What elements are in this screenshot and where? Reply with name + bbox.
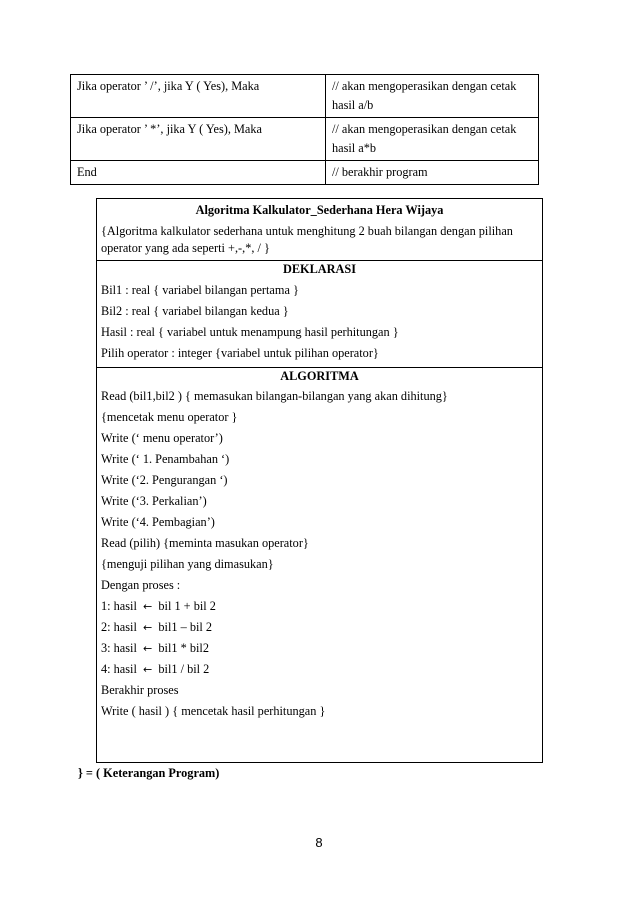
table-cell: // akan mengoperasikan dengan cetak hasil a/b xyxy=(326,75,539,118)
algorithm-line: Write (‘4. Pembagian’) xyxy=(101,515,215,529)
left-arrow-icon: ← xyxy=(143,663,153,676)
operation-line xyxy=(101,620,212,635)
operation-line xyxy=(101,662,209,677)
algorithm-line: Write ( hasil ) { mencetak hasil perhitungan } xyxy=(101,704,326,718)
algoritma-header: ALGORITMA xyxy=(280,369,359,383)
code-explanation-table xyxy=(70,74,539,185)
table-cell: // akan mengoperasikan dengan cetak hasil a*b xyxy=(326,118,539,161)
algorithm-line: Read (bil1,bil2 ) { memasukan bilangan-bilangan yang akan dihitung} xyxy=(101,389,448,403)
program-note: } = ( Keterangan Program) xyxy=(78,766,220,780)
algorithm-line: Dengan proses : xyxy=(101,578,181,592)
operation-prefix: 2: hasil xyxy=(101,620,137,634)
left-arrow-icon: ← xyxy=(143,642,153,655)
deklarasi-header: DEKLARASI xyxy=(282,262,357,276)
algorithm-title: Algoritma Kalkulator_Sederhana Hera Wijaya xyxy=(195,203,444,217)
operation-prefix: 1: hasil xyxy=(101,599,137,613)
operation-line xyxy=(101,599,216,614)
operation-prefix: 3: hasil xyxy=(101,641,137,655)
page-number: 8 xyxy=(315,835,323,850)
left-arrow-icon: ← xyxy=(143,621,153,634)
algorithm-line: {menguji pilihan yang dimasukan} xyxy=(101,557,274,571)
declaration-line: Bil1 : real { variabel bilangan pertama } xyxy=(101,283,299,297)
operation-expression: bil1 / bil 2 xyxy=(158,662,210,676)
algorithm-box xyxy=(96,198,543,763)
algorithm-description: {Algoritma kalkulator sederhana untuk menghitung 2 buah bilangan dengan pilihan operator yang ada seperti +,-,*, / } xyxy=(101,224,513,255)
algorithm-line: {mencetak menu operator } xyxy=(101,410,238,424)
section-divider xyxy=(97,260,542,261)
table-cell: Jika operator ’ *’, jika Y ( Yes), Maka xyxy=(71,118,326,161)
declaration-line: Bil2 : real { variabel bilangan kedua } xyxy=(101,304,289,318)
operation-expression: bil 1 + bil 2 xyxy=(158,599,216,613)
table-row xyxy=(71,118,539,161)
algorithm-line: Write (‘ menu operator’) xyxy=(101,431,223,445)
table-row xyxy=(71,75,539,118)
algorithm-line: Write (‘2. Pengurangan ‘) xyxy=(101,473,228,487)
declaration-line: Hasil : real { variabel untuk menampung hasil perhitungan } xyxy=(101,325,399,339)
algorithm-line: Berakhir proses xyxy=(101,683,179,697)
table-cell: Jika operator ’ /’, jika Y ( Yes), Maka xyxy=(71,75,326,118)
operation-expression: bil1 – bil 2 xyxy=(158,620,213,634)
operation-prefix: 4: hasil xyxy=(101,662,137,676)
table-cell: // berakhir program xyxy=(326,161,539,185)
algorithm-line: Write (‘ 1. Penambahan ‘) xyxy=(101,452,230,466)
operation-expression: bil1 * bil2 xyxy=(158,641,209,655)
section-divider xyxy=(97,367,542,368)
declaration-line: Pilih operator : integer {variabel untuk pilihan operator} xyxy=(101,346,379,360)
algorithm-line: Write (‘3. Perkalian’) xyxy=(101,494,207,508)
table-cell: End xyxy=(71,161,326,185)
table-row xyxy=(71,161,539,185)
left-arrow-icon: ← xyxy=(143,600,153,613)
operation-line xyxy=(101,641,209,656)
algorithm-line: Read (pilih) {meminta masukan operator} xyxy=(101,536,309,550)
